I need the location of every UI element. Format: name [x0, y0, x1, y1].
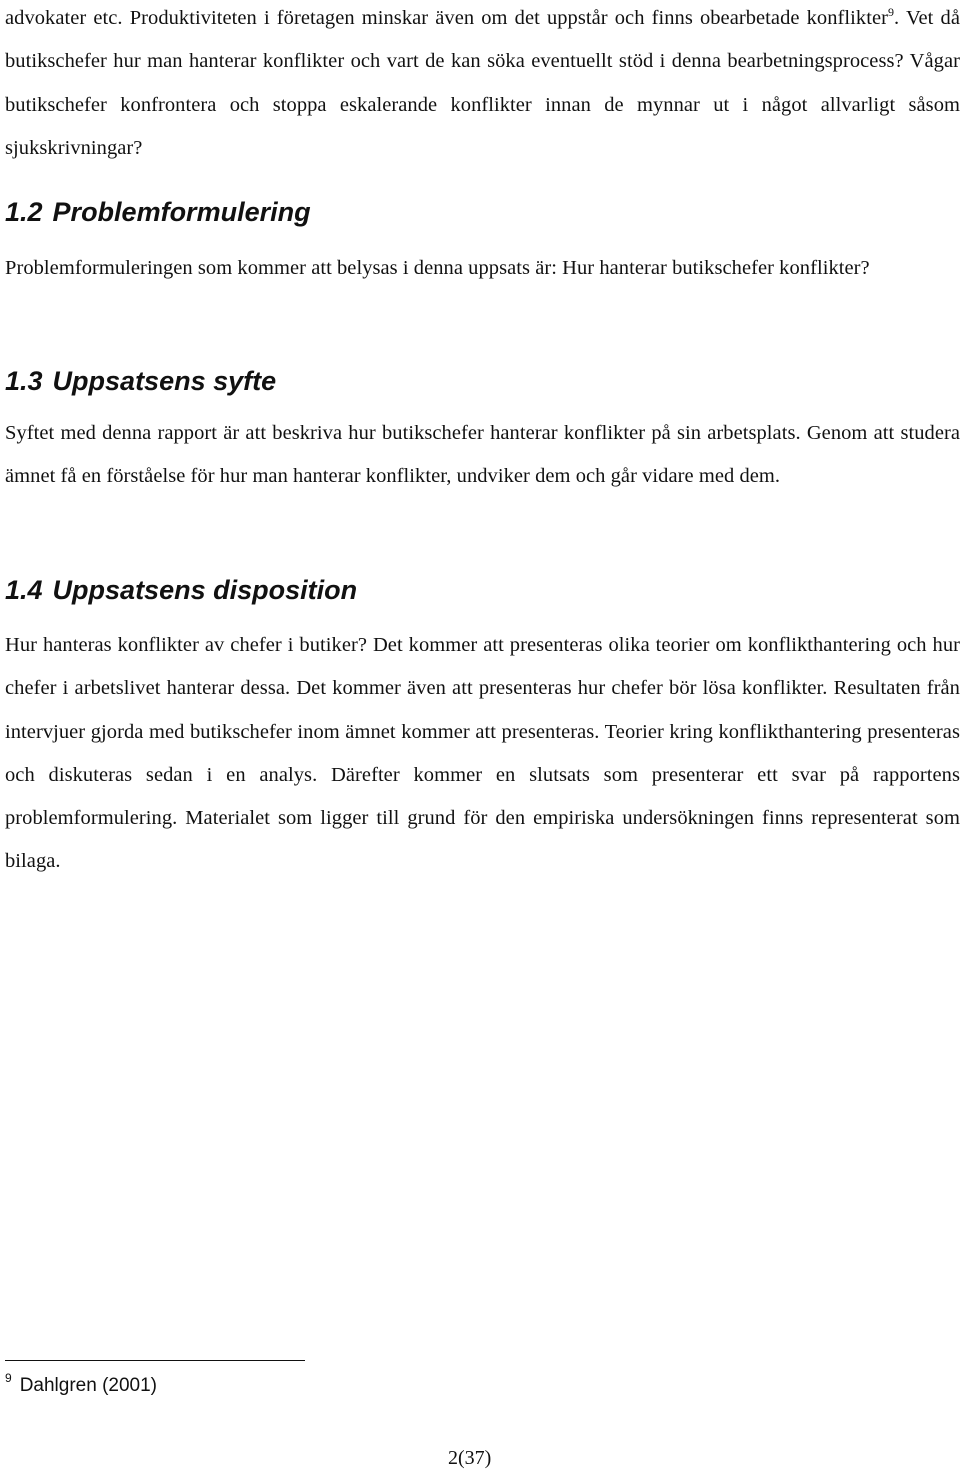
section-heading-problemformulering	[5, 195, 311, 229]
section-heading-syfte	[5, 364, 276, 398]
footnote-divider	[5, 1360, 305, 1361]
intro-text-part1: advokater etc. Produktiviteten i företagen minskar även om det uppstår och finns obearbetade konflikter	[5, 7, 888, 29]
section-title: Problemformulering	[52, 197, 311, 227]
intro-paragraph	[5, 0, 960, 170]
section-body-disposition: Hur hanteras konflikter av chefer i butiker? Det kommer att presenteras olika teorier om konflikthantering och hur chefer i arbetslivet hanterar dessa. Det kommer även att presenteras hur chefer bör lösa konflikter. Resultaten från intervjuer gjorda med butikschefer inom ämnet kommer att presenteras. Teorier kring konflikthantering presenteras och diskuteras sedan i en analys. Därefter kommer en slutsats som presenterar ett svar på rapportens problemformulering. Materialet som ligger till grund för den empiriska undersökningen finns representerat som bilaga.	[5, 634, 960, 873]
section-title: Uppsatsens syfte	[52, 366, 277, 396]
section-body-syfte: Syftet med denna rapport är att beskriva hur butikschefer hanterar konflikter på sin arbetsplats. Genom att studera ämnet få en förståelse för hur man hanterar konflikter, undviker dem och går vidare med dem.	[5, 422, 960, 488]
document-page	[5, 0, 960, 1472]
section-body-problemformulering: Problemformuleringen som kommer att belysas i denna uppsats är: Hur hanterar butikschefer konflikter?	[5, 257, 870, 279]
section-number: 1.3	[5, 366, 43, 396]
section-number: 1.4	[5, 575, 43, 605]
footnote-text: Dahlgren (2001)	[19, 1375, 157, 1396]
footnote-number: 9	[5, 1371, 12, 1385]
footnote-reference[interactable]: 9	[887, 5, 895, 19]
section-heading-disposition	[5, 573, 357, 607]
section-title: Uppsatsens disposition	[52, 575, 358, 605]
footnote	[5, 1373, 157, 1399]
intro-text-part2: . Vet då butikschefer hur man hanterar konflikter och vart de kan söka eventuellt stöd i denna bearbetningsprocess? Vågar butikschefer konfrontera och stoppa eskalerande konflikter innan de mynnar ut i något allvarligt såsom sjukskrivningar?	[5, 7, 960, 159]
section-number: 1.2	[5, 197, 43, 227]
page-number: 2(37)	[448, 1447, 492, 1469]
